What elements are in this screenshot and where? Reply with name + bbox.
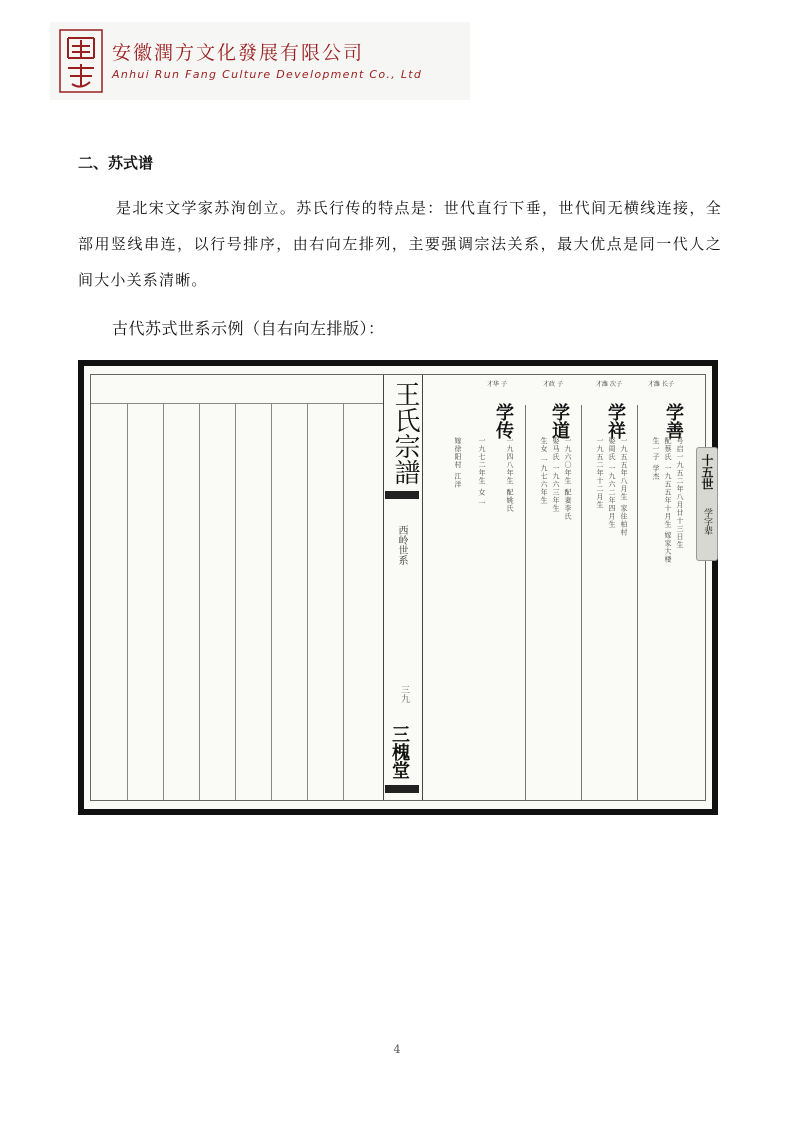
entry-text: 一九七二年生 女 一 (478, 437, 486, 508)
entry-text: 一九六〇年生 配妻李氏 (564, 437, 572, 521)
entry-text: 一九五二年十二月生 (596, 437, 604, 509)
genealogy-figure (78, 360, 718, 815)
spine-page-number: 三九 (399, 685, 409, 703)
entry-text: 生一子 学杰 (652, 437, 660, 481)
entry-parent-label: 才华 子 (487, 381, 507, 388)
book-spine (383, 375, 423, 800)
entry-name: 学道 (549, 403, 570, 439)
entry-parent-label: 才政 子 (543, 381, 563, 388)
entry-text: 一九四八年生 配姚氏 (506, 437, 514, 513)
generation-label: 十五世 (700, 454, 714, 490)
entry-text: 生女 一九七六年生 (540, 437, 548, 505)
entry-text: 娶马氏 一九六三年生 (552, 437, 560, 513)
section-title: 二、苏式谱 (78, 154, 154, 172)
genealogy-page (84, 366, 712, 809)
genealogy-entries (421, 375, 714, 800)
spine-subtitle: 西岭世系 (396, 525, 407, 565)
entry-separator (581, 405, 582, 800)
spine-bar (385, 785, 419, 793)
figure-caption: 古代苏式世系示例（自右向左排版）： (112, 319, 385, 338)
entry-text: 号启一九五二年八月廿十三日生 (676, 437, 684, 549)
spine-title: 王氏宗譜 (390, 381, 420, 485)
column-rule (271, 403, 272, 800)
entry-parent-label: 才潍 长子 (648, 381, 674, 388)
entry-text: 一九五五年八月生 家住柏村 (620, 437, 628, 537)
seal-logo-icon (58, 28, 104, 94)
genealogy-entry (433, 375, 525, 800)
company-header (50, 22, 470, 100)
genealogy-entry (637, 375, 693, 800)
genealogy-frame (90, 374, 714, 801)
company-name-cn: 安徽潤方文化發展有限公司 (112, 42, 365, 64)
entry-text: 娶周氏 一九六二年四月生 (608, 437, 616, 529)
entry-separator (525, 405, 526, 800)
spine-hall-name: 三槐堂 (389, 725, 410, 779)
entry-name: 学祥 (605, 403, 626, 439)
column-rule (235, 403, 236, 800)
body-paragraph: 是北宋文学家苏洵创立。苏氏行传的特点是：世代直行下垂，世代间无横线连接，全部用竖线串连，以行号排序，由右向左排列，主要强调宗法关系，最大优点是同一代人之间大小关系清晰。 (78, 199, 722, 289)
column-rule (163, 403, 164, 800)
entry-text: 嫁徐阳村 江洋 (454, 437, 462, 489)
entry-separator (637, 405, 638, 800)
entry-parent-label: 才潍 次子 (596, 381, 622, 388)
company-name-en: Anhui Run Fang Culture Development Co., Ltd (112, 68, 423, 81)
spine-bar (385, 491, 419, 499)
column-rule (199, 403, 200, 800)
column-rule (127, 403, 128, 800)
page-number: 4 (393, 1043, 401, 1056)
top-rule (91, 403, 383, 404)
genealogy-entry (525, 375, 581, 800)
genealogy-entry (581, 375, 637, 800)
blank-columns (91, 375, 383, 800)
generation-tab (696, 447, 718, 561)
column-rule (343, 403, 344, 800)
column-rule (307, 403, 308, 800)
entry-text: 配蔡氏 一九五五年十月生 嫁家大楼 (664, 437, 672, 564)
generation-sublabel: 学字辈 (702, 508, 712, 535)
entry-name: 学善 (663, 403, 684, 439)
entry-name: 学传 (493, 403, 514, 439)
